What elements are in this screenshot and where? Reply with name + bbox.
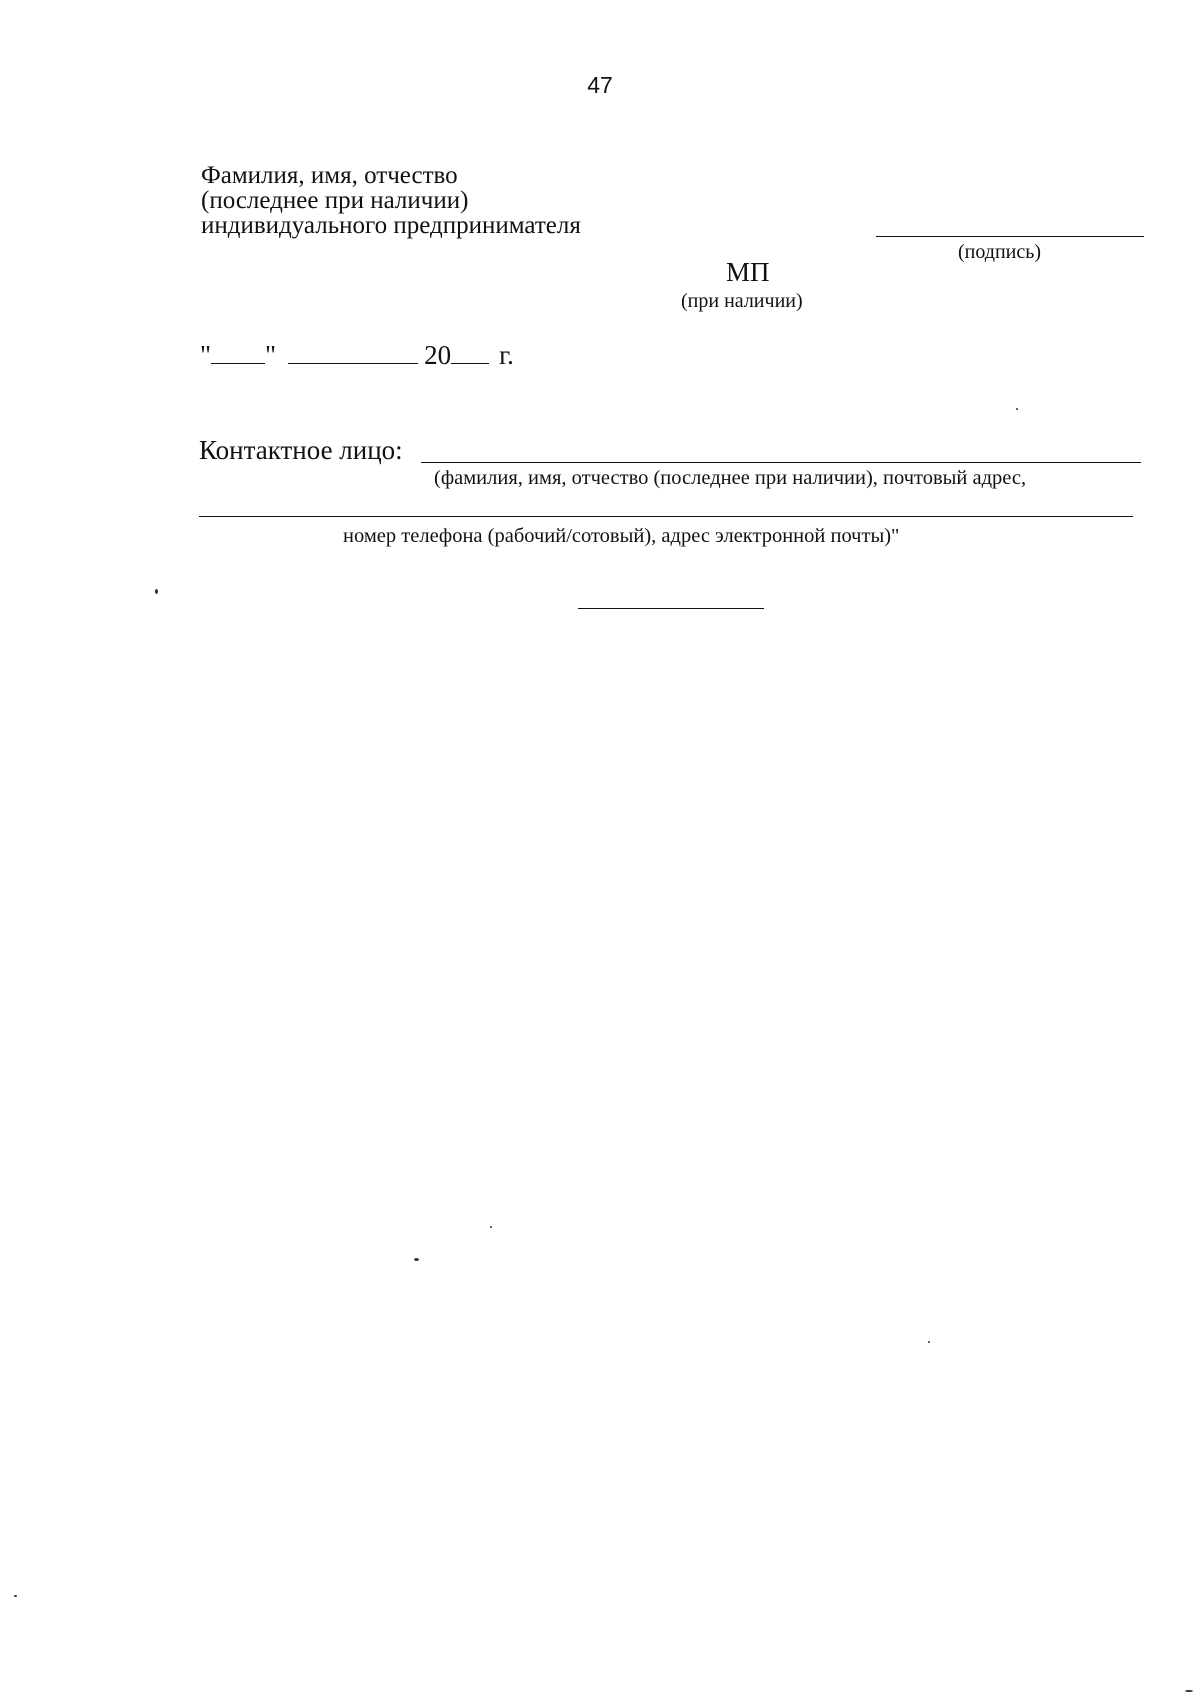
page-number: 47 — [587, 72, 613, 98]
date-quote-open: " — [200, 340, 212, 370]
entrepreneur-label-line-1: Фамилия, имя, отчество — [201, 162, 458, 189]
scan-speck — [928, 1341, 930, 1343]
date-year-blank — [451, 341, 489, 364]
closing-rule — [578, 608, 764, 609]
contact-person-line — [421, 462, 1141, 463]
date-row — [200, 340, 514, 371]
contact-caption-line-1: (фамилия, имя, отчество (последнее при наличии), почтовый адрес, — [434, 467, 1027, 489]
stamp-caption: (при наличии) — [681, 290, 803, 312]
scan-speck — [14, 1595, 17, 1597]
date-year-suffix: г. — [499, 340, 514, 370]
signature-line — [876, 236, 1144, 237]
signature-caption: (подпись) — [958, 241, 1042, 263]
stamp-label: МП — [726, 257, 770, 287]
entrepreneur-label-line-2: (последнее при наличии) — [201, 187, 469, 214]
contact-caption-line-2: номер телефона (рабочий/сотовый), адрес электронной почты)" — [343, 525, 900, 547]
entrepreneur-name-label — [201, 163, 581, 238]
contact-person-line-2 — [199, 516, 1133, 517]
scan-speck — [490, 1226, 492, 1228]
scan-speck — [155, 589, 158, 594]
contact-person-label: Контактное лицо: — [199, 435, 403, 465]
date-year-prefix: 20 — [424, 340, 452, 370]
date-month-blank — [288, 341, 418, 364]
date-day-blank — [211, 341, 265, 364]
scan-speck — [1016, 408, 1018, 410]
scan-speck — [414, 1258, 419, 1261]
date-quote-close: " — [265, 340, 277, 370]
entrepreneur-label-line-3: индивидуального предпринимателя — [201, 212, 581, 239]
scan-speck — [1185, 1690, 1193, 1692]
